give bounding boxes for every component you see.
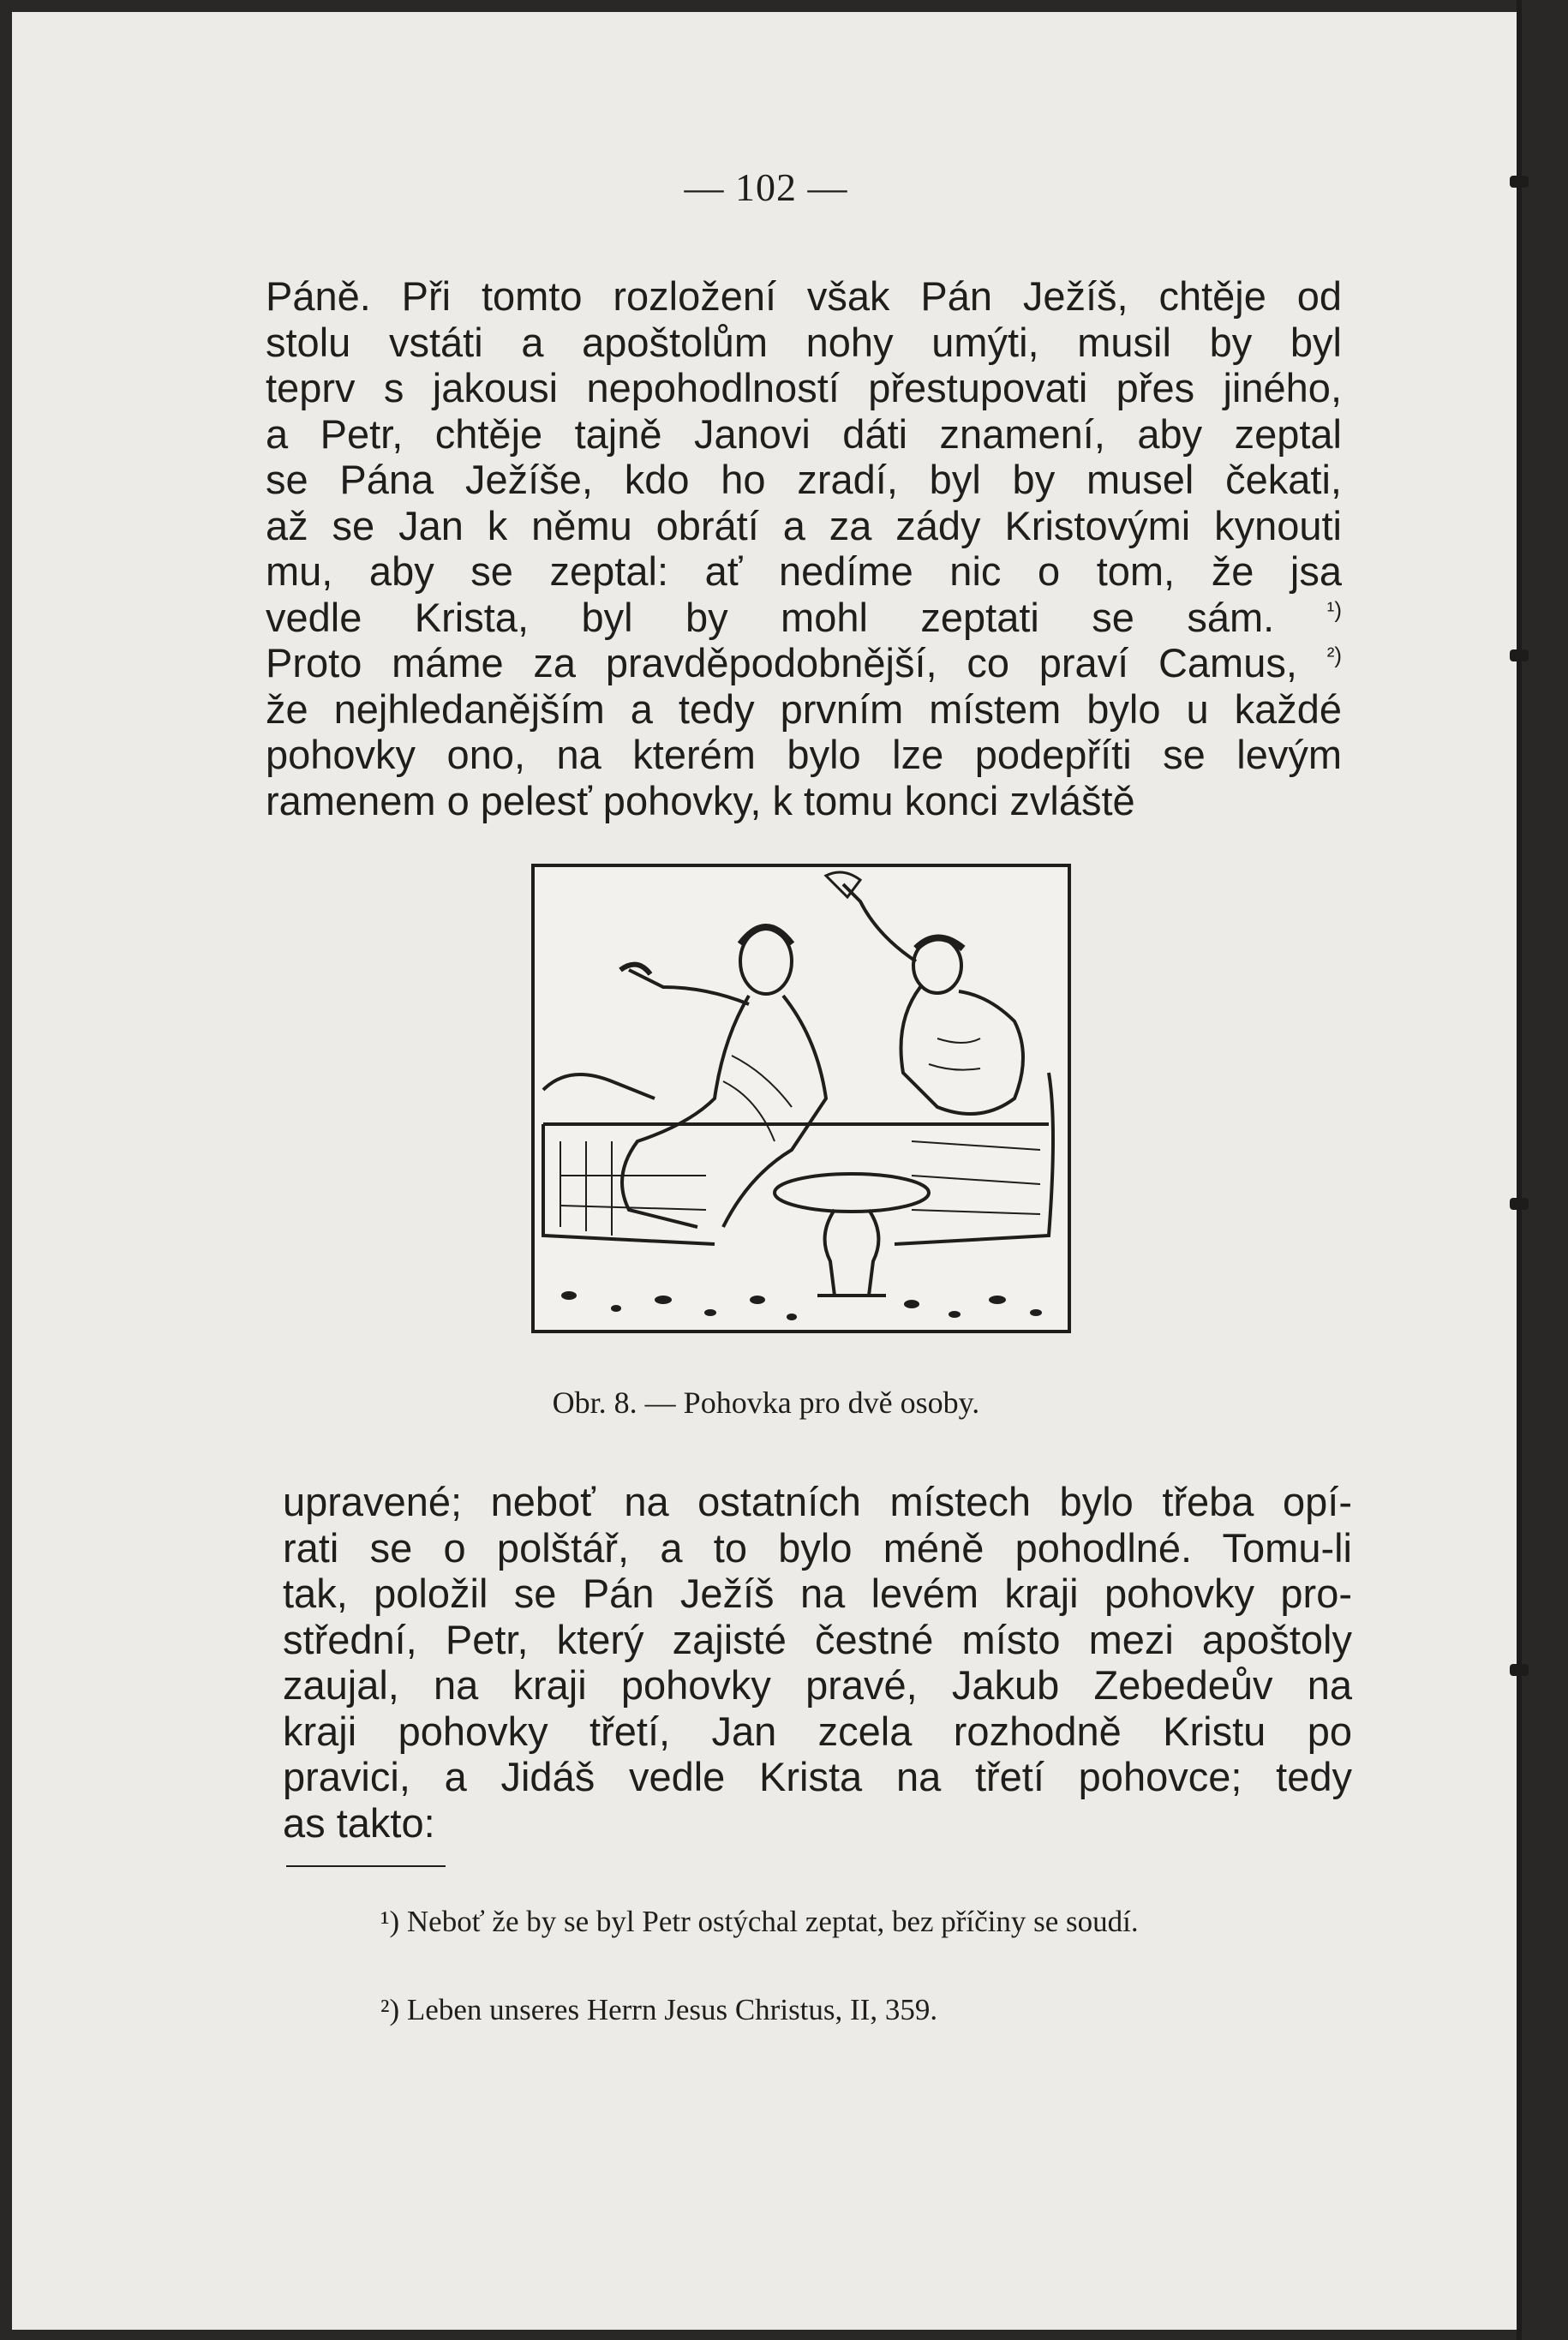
binding-mark	[1510, 1664, 1529, 1676]
paragraph-2	[283, 1479, 1352, 1846]
binding-mark	[1510, 1198, 1529, 1210]
text-line-with-note	[266, 595, 1342, 641]
text-line: pravici, a Jidáš vedle Krista na třetí pohovce; tedy	[283, 1754, 1352, 1799]
footnote-text: Leben unseres Herrn Jesus Christus, II, 359.	[406, 1993, 938, 2026]
footnote-divider	[286, 1865, 446, 1867]
figure-caption: Obr. 8. — Pohovka pro dvě osoby.	[552, 1385, 980, 1420]
binding-mark	[1510, 176, 1529, 188]
text-line: že nejhledanějším a tedy prvním místem bylo u každé	[266, 685, 1342, 732]
text-line: teprv s jakousi nepohodlností přestupovati přes jiného,	[266, 365, 1342, 410]
text-line: až se Jan k němu obrátí a za zády Kristovými kynouti	[266, 502, 1342, 548]
text-line: mu, aby se zeptal: ať nedíme nic o tom, že jsa	[266, 548, 1342, 594]
binding-mark	[1510, 649, 1529, 661]
text-line: upravené; neboť na ostatních místech bylo třeba opí-	[283, 1479, 1352, 1524]
footnote-2	[380, 1990, 1349, 2031]
footnote-1	[286, 1901, 1352, 1942]
footnote-mark: ¹)	[380, 1905, 400, 1938]
engraving-figure	[531, 864, 1071, 1333]
text-line: střední, Petr, který zajisté čestné místo mezi apoštoly	[283, 1616, 1352, 1662]
text-line: as takto:	[283, 1799, 435, 1846]
text-line-with-note	[266, 640, 1342, 686]
text-line: a Petr, chtěje tajně Janovi dáti znamení, aby zeptal	[266, 410, 1342, 457]
footnote-ref-2: ²)	[1326, 642, 1343, 668]
text-line: ramenem o pelesť pohovky, k tomu konci zvláště	[266, 777, 1135, 823]
couch-engraving-illustration	[535, 867, 1068, 1330]
footnote-mark: ²)	[380, 1993, 400, 2026]
footnote-ref-1: ¹)	[1326, 595, 1342, 622]
paragraph-1	[266, 273, 1342, 823]
text-line: rati se o polštář, a to bylo méně pohodlné. Tomu-li	[283, 1524, 1352, 1571]
text-span: vedle Krista, byl by mohl zeptati se sám.	[266, 594, 1275, 640]
binding-edge	[1517, 0, 1522, 2340]
text-line: Páně. Při tomto rozložení však Pán Ježíš, chtěje od	[266, 273, 1342, 319]
book-page	[12, 12, 1520, 2330]
text-span: Proto máme za pravděpodobnější, co praví Camus,	[266, 640, 1297, 685]
text-line: pohovky ono, na kterém bylo lze podepříti se levým	[266, 732, 1342, 777]
text-line: kraji pohovky třetí, Jan zcela rozhodně Kristu po	[283, 1708, 1352, 1754]
text-line: se Pána Ježíše, kdo ho zradí, byl by musel čekati,	[266, 457, 1342, 502]
text-line: tak, položil se Pán Ježíš na levém kraji pohovky pro-	[283, 1571, 1352, 1616]
footnote-text: Neboť že by se byl Petr ostýchal zeptat, bez příčiny se soudí.	[406, 1905, 1139, 1938]
text-line: stolu vstáti a apoštolům nohy umýti, musil by byl	[266, 319, 1342, 365]
text-line: zaujal, na kraji pohovky pravé, Jakub Zebedeův na	[283, 1662, 1352, 1708]
page-number: — 102 —	[684, 165, 848, 209]
